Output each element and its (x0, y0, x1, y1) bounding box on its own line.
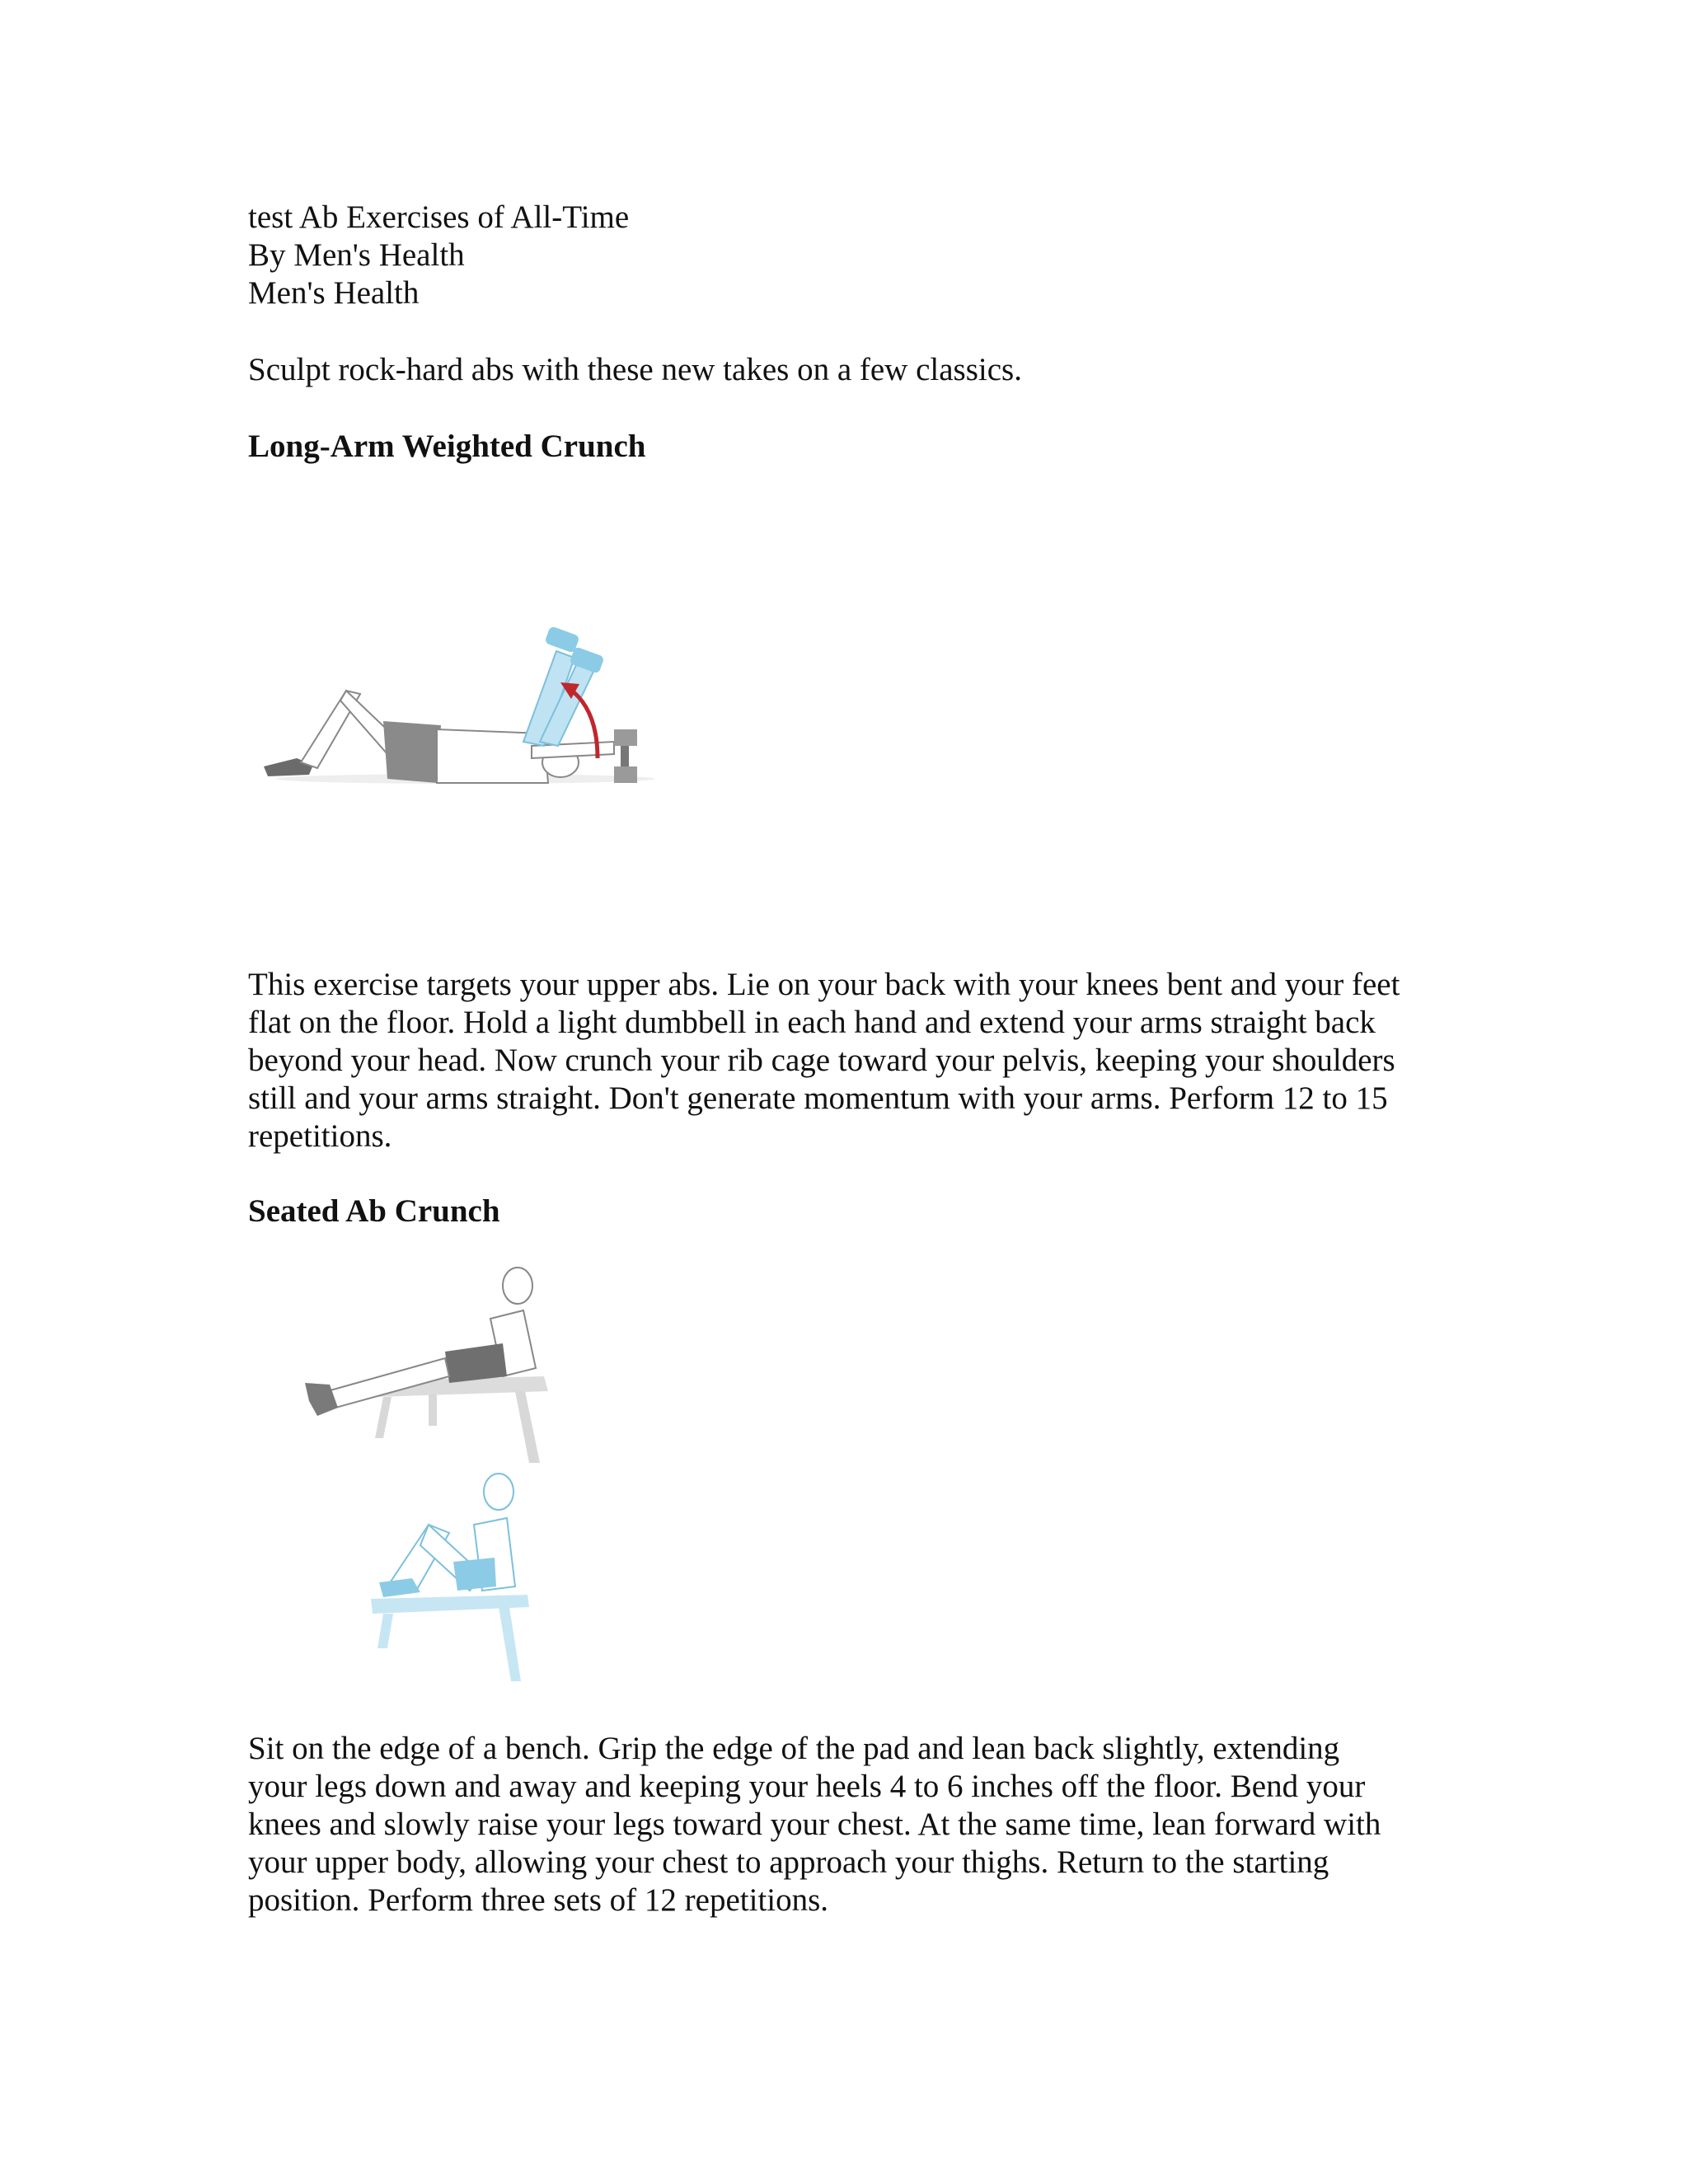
intro-text: Sculpt rock-hard abs with these new takes on a few classics. (248, 352, 1022, 387)
body-line: position. Perform three sets of 12 repetitions. (248, 1882, 829, 1918)
body-line: knees and slowly raise your legs toward your chest. At the same time, lean forward with (248, 1807, 1381, 1842)
section-heading-seated-ab-crunch: Seated Ab Crunch (248, 1193, 500, 1229)
body-line: repetitions. (248, 1118, 392, 1154)
body-line: your upper body, allowing your chest to approach your thighs. Return to the starting (248, 1844, 1329, 1880)
section-heading-long-arm-crunch: Long-Arm Weighted Crunch (248, 429, 646, 464)
body-line: beyond your head. Now crunch your rib cage toward your pelvis, keeping your shoulders (248, 1043, 1395, 1078)
long-arm-crunch-instructions (248, 966, 1400, 1155)
body-line: your legs down and away and keeping your heels 4 to 6 inches off the floor. Bend your (248, 1769, 1366, 1804)
body-line: This exercise targets your upper abs. Lie on your back with your knees bent and your feet (248, 967, 1400, 1002)
source-name: Men's Health (248, 275, 420, 311)
body-line: still and your arms straight. Don't generate momentum with your arms. Perform 12 to 15 (248, 1080, 1388, 1116)
seated-ab-crunch-instructions (248, 1730, 1381, 1919)
long-arm-crunch-illustration (251, 618, 663, 799)
byline: By Men's Health (248, 237, 465, 273)
body-line: flat on the floor. Hold a light dumbbell in each hand and extend your arms straight back (248, 1005, 1376, 1040)
body-line: Sit on the edge of a bench. Grip the edge of the pad and lean back slightly, extending (248, 1731, 1340, 1766)
seated-ab-crunch-illustration (305, 1261, 569, 1690)
article-title: test Ab Exercises of All-Time (248, 199, 630, 235)
